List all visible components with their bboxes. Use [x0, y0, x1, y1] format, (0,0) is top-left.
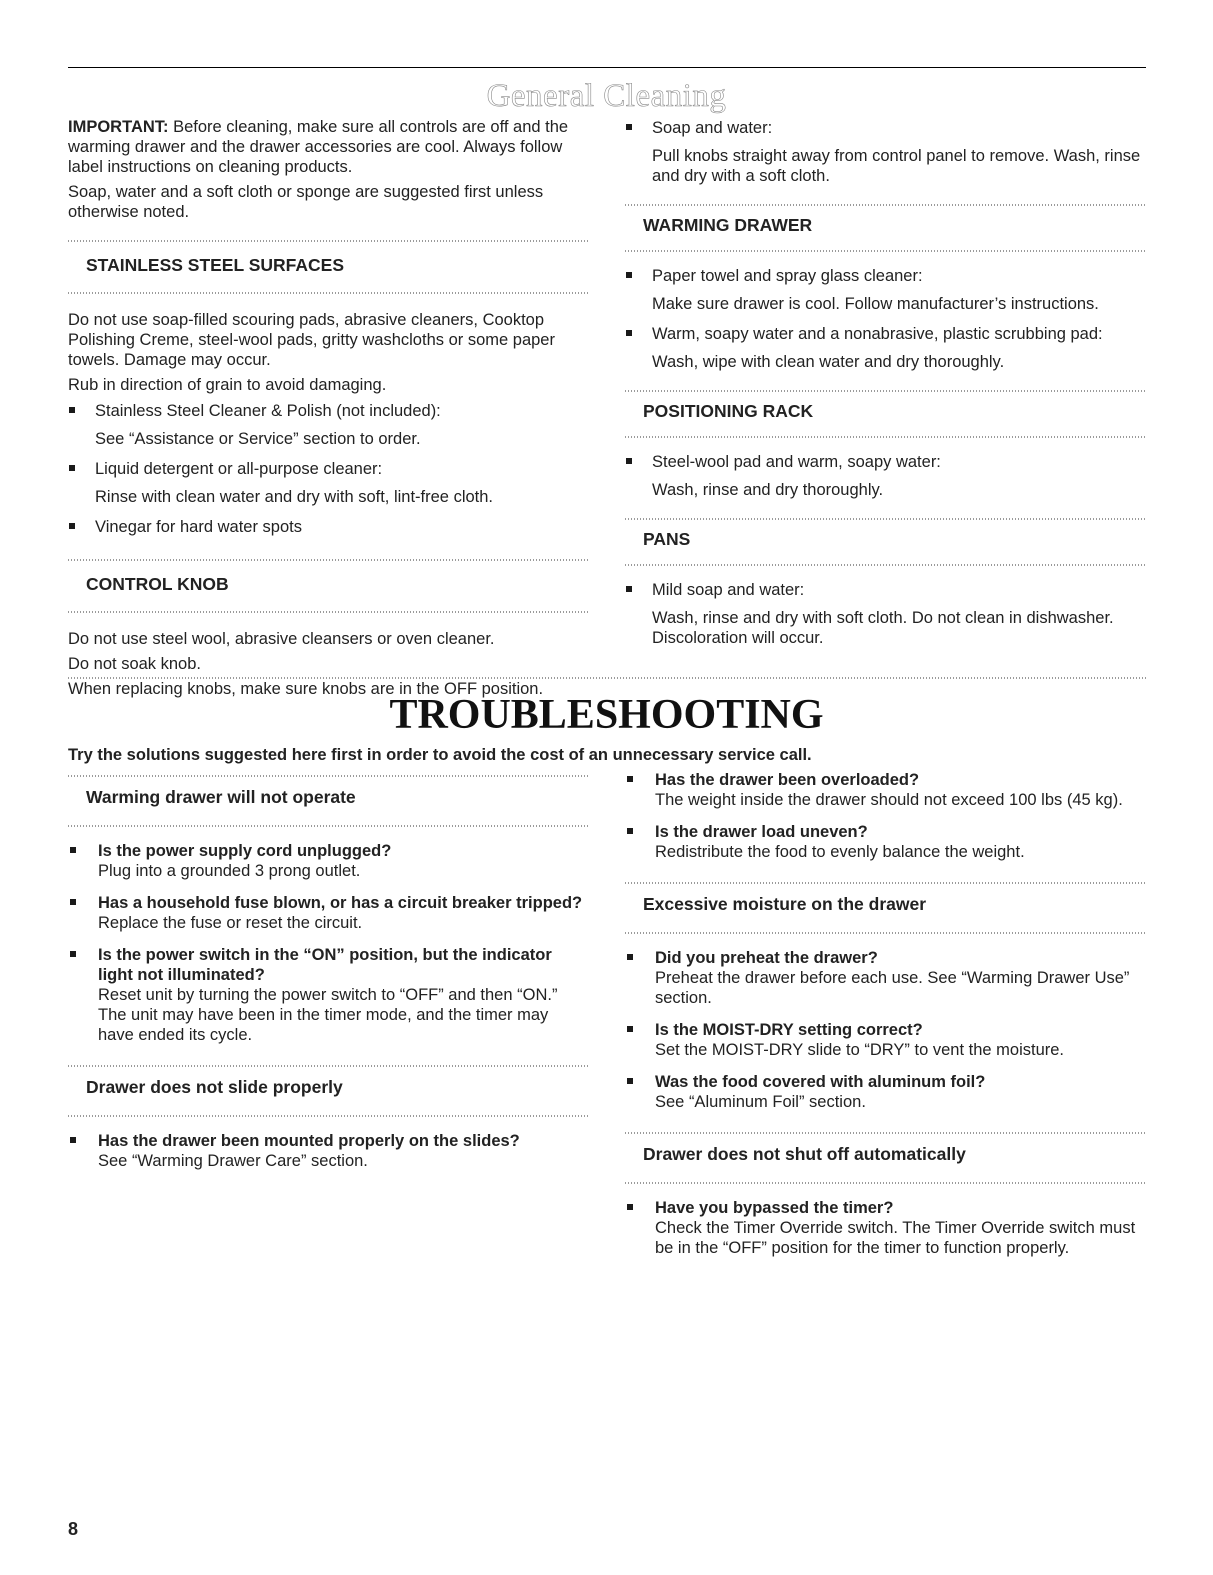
- troubleshooting-left-column: [68, 775, 588, 1183]
- divider: [625, 390, 1145, 392]
- question: Has a household fuse blown, or has a circuit breaker tripped?: [98, 894, 583, 912]
- list-item-detail: See “Assistance or Service” section to order.: [95, 430, 421, 448]
- question-item: [625, 770, 1145, 810]
- question-item: [625, 948, 1145, 1008]
- answer: Redistribute the food to evenly balance the weight.: [655, 843, 1025, 861]
- answer: The weight inside the drawer should not exceed 100 lbs (45 kg).: [655, 791, 1123, 809]
- question: Is the power supply cord unplugged?: [98, 842, 392, 860]
- not-slide-heading: Drawer does not slide properly: [86, 1077, 343, 1097]
- general-intro: Soap, water and a soft cloth or sponge are suggested first unless otherwise noted.: [68, 183, 544, 221]
- divider: [625, 250, 1145, 252]
- divider: [68, 611, 588, 613]
- list-item: Stainless Steel Cleaner & Polish (not included):: [68, 401, 588, 421]
- positioning-rack-heading: POSITIONING RACK: [643, 401, 814, 421]
- troubleshooting-right-column: [625, 770, 1145, 1270]
- warming-drawer-heading: WARMING DRAWER: [643, 215, 813, 235]
- general-cleaning-title: General Cleaning: [486, 78, 727, 114]
- question-item: [68, 893, 588, 933]
- question: Is the drawer load uneven?: [655, 823, 868, 841]
- divider: [68, 292, 588, 294]
- answer: Replace the fuse or reset the circuit.: [98, 914, 363, 932]
- answer: Set the MOIST-DRY slide to “DRY” to vent the moisture.: [655, 1041, 1064, 1059]
- important-paragraph: [68, 117, 588, 177]
- list-item: Steel-wool pad and warm, soapy water:: [625, 452, 1145, 472]
- troubleshooting-intro: Try the solutions suggested here first in order to avoid the cost of an unnecessary service call.: [68, 746, 812, 764]
- important-text: Before cleaning, make sure all controls are off and the warming drawer and the drawer accessories are cool. Always follow label instructions on cleaning products.: [68, 118, 569, 176]
- question-item: [625, 1198, 1145, 1258]
- question: Have you bypassed the timer?: [655, 1199, 894, 1217]
- list-item-detail: Make sure drawer is cool. Follow manufacturer’s instructions.: [652, 295, 1099, 313]
- answer: Check the Timer Override switch. The Timer Override switch must be in the “OFF” position for the timer to function properly.: [655, 1219, 1136, 1257]
- divider: [68, 1065, 588, 1067]
- answer: See “Aluminum Foil” section.: [655, 1093, 866, 1111]
- general-cleaning-left-column: [68, 117, 588, 704]
- not-operate-heading: Warming drawer will not operate: [86, 787, 356, 807]
- divider: [625, 564, 1145, 566]
- divider: [625, 882, 1145, 884]
- troubleshooting-title: TROUBLESHOOTING: [389, 692, 824, 738]
- list-item-detail: Wash, wipe with clean water and dry thoroughly.: [652, 353, 1005, 371]
- list-item: Paper towel and spray glass cleaner:: [625, 266, 1145, 286]
- control-knob-heading: CONTROL KNOB: [86, 574, 229, 594]
- no-shutoff-heading: Drawer does not shut off automatically: [643, 1144, 966, 1164]
- control-knob-p3: When replacing knobs, make sure knobs are in the OFF position.: [68, 680, 544, 698]
- question-item: [68, 1131, 588, 1171]
- page-number: 8: [68, 1519, 79, 1539]
- list-item-detail: Rinse with clean water and dry with soft, lint-free cloth.: [95, 488, 494, 506]
- answer: See “Warming Drawer Care” section.: [98, 1152, 368, 1170]
- list-item: Vinegar for hard water spots: [68, 517, 588, 537]
- question-item: [68, 841, 588, 881]
- list-item-detail: Pull knobs straight away from control panel to remove. Wash, rinse and dry with a soft cloth.: [652, 147, 1141, 185]
- control-knob-p2: Do not soak knob.: [68, 655, 201, 673]
- divider: [68, 559, 588, 561]
- question: Has the drawer been overloaded?: [655, 771, 920, 789]
- general-cleaning-right-column: [625, 114, 1145, 658]
- question-item: [625, 1020, 1145, 1060]
- stainless-p2: Rub in direction of grain to avoid damaging.: [68, 376, 387, 394]
- stainless-heading: STAINLESS STEEL SURFACES: [86, 255, 345, 275]
- question: Is the power switch in the “ON” position, but the indicator light not illuminated?: [98, 946, 552, 984]
- question: Was the food covered with aluminum foil?: [655, 1073, 986, 1091]
- divider: [625, 436, 1145, 438]
- question: Did you preheat the drawer?: [655, 949, 878, 967]
- divider: [68, 775, 588, 777]
- section-divider: [68, 677, 1146, 679]
- top-rule: [68, 67, 1146, 68]
- control-knob-p1: Do not use steel wool, abrasive cleansers or oven cleaner.: [68, 630, 495, 648]
- moisture-heading: Excessive moisture on the drawer: [643, 894, 927, 914]
- question: Has the drawer been mounted properly on the slides?: [98, 1132, 520, 1150]
- list-item: Liquid detergent or all-purpose cleaner:: [68, 459, 588, 479]
- question-item: [625, 822, 1145, 862]
- list-item-detail: Wash, rinse and dry with soft cloth. Do not clean in dishwasher. Discoloration will occur.: [652, 609, 1114, 647]
- question-item: [625, 1072, 1145, 1112]
- answer: Plug into a grounded 3 prong outlet.: [98, 862, 361, 880]
- answer: Reset unit by turning the power switch to “OFF” and then “ON.” The unit may have been in the timer mode, and the timer may have ended its cycle.: [98, 986, 558, 1044]
- list-item: Soap and water:: [625, 118, 1145, 138]
- divider: [68, 240, 588, 242]
- list-item-detail: Wash, rinse and dry thoroughly.: [652, 481, 884, 499]
- question-item: [68, 945, 588, 1045]
- list-item: Mild soap and water:: [625, 580, 1145, 600]
- list-item: Warm, soapy water and a nonabrasive, plastic scrubbing pad:: [625, 324, 1145, 344]
- divider: [625, 518, 1145, 520]
- stainless-p1: Do not use soap-filled scouring pads, abrasive cleaners, Cooktop Polishing Creme, steel-wool pads, gritty washcloths or some paper towels. Damage may occur.: [68, 311, 555, 369]
- important-label: IMPORTANT:: [68, 118, 169, 136]
- pans-heading: PANS: [643, 529, 691, 549]
- divider: [625, 204, 1145, 206]
- answer: Preheat the drawer before each use. See “Warming Drawer Use” section.: [655, 969, 1130, 1007]
- divider: [625, 1132, 1145, 1134]
- question: Is the MOIST-DRY setting correct?: [655, 1021, 923, 1039]
